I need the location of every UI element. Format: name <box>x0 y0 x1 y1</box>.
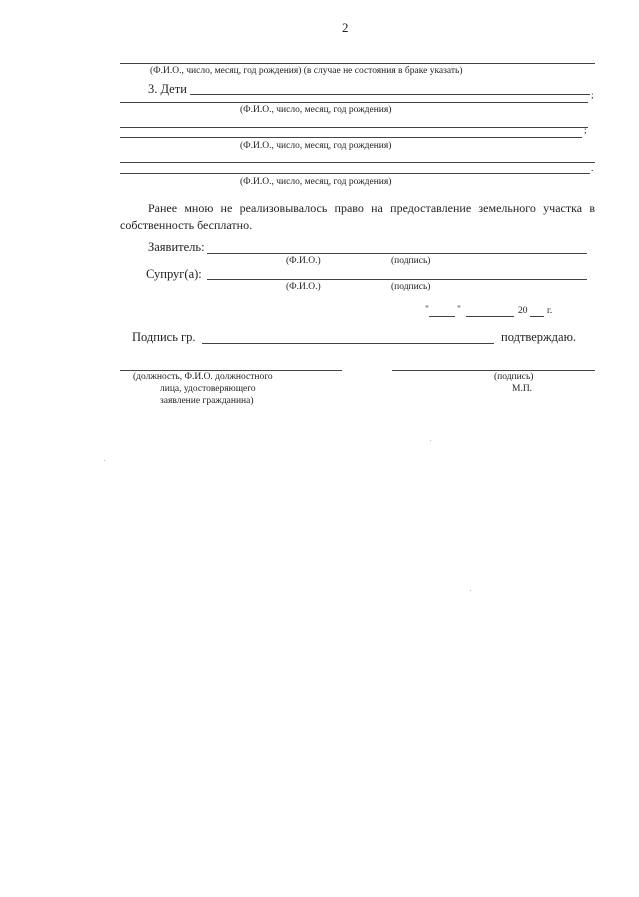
date-year-prefix: 20 <box>518 306 528 316</box>
children-caption: (Ф.И.О., число, месяц, год рождения) <box>240 141 392 151</box>
spouse-line[interactable] <box>120 63 595 64</box>
children-end-mark: . <box>591 164 594 174</box>
date-month-line[interactable] <box>466 316 514 317</box>
official-caption-line-3: заявление гражданина) <box>160 396 254 406</box>
official-signature-line[interactable] <box>392 370 595 371</box>
date-close-quote: " <box>457 305 461 315</box>
confirmation-prefix: Подпись гр. <box>132 330 196 344</box>
spouse-caption: (Ф.И.О., число, месяц, год рождения) (в случае не состояния в браке указать) <box>150 66 463 76</box>
children-line-2b[interactable] <box>120 173 590 174</box>
date-day-line[interactable] <box>429 316 455 317</box>
statement-paragraph: Ранее мною не реализовывалось право на предоставление земельного участка в собственность бесплатно. <box>120 201 595 232</box>
children-end-mark: ; <box>584 126 587 136</box>
date-year-line[interactable] <box>530 316 544 317</box>
date-year-suffix: г. <box>547 306 553 316</box>
official-stamp-caption: М.П. <box>512 384 533 394</box>
official-caption-line-2: лица, удостоверяющего <box>160 384 256 394</box>
children-label: 3. Дети <box>148 82 187 96</box>
official-caption-line-1: (должность, Ф.И.О. должностного <box>133 372 273 382</box>
children-line-1a[interactable] <box>120 127 588 128</box>
applicant-name-caption: (Ф.И.О.) <box>286 256 321 266</box>
scan-speck <box>470 590 471 591</box>
scan-speck <box>430 440 431 441</box>
applicant-signature-caption: (подпись) <box>391 256 431 266</box>
children-line-0a[interactable] <box>190 94 590 95</box>
official-name-line[interactable] <box>120 370 342 371</box>
children-line-1b[interactable] <box>120 137 582 138</box>
scan-speck <box>104 460 105 461</box>
children-line-2a[interactable] <box>120 162 595 163</box>
children-caption: (Ф.И.О., число, месяц, год рождения) <box>240 105 392 115</box>
confirmation-suffix: подтверждаю. <box>501 330 577 344</box>
spouse-label: Супруг(а): <box>146 267 202 281</box>
confirmation-name-line[interactable] <box>202 343 494 344</box>
official-signature-caption: (подпись) <box>494 372 534 382</box>
applicant-label: Заявитель: <box>148 240 205 254</box>
spouse-signature-caption: (подпись) <box>391 282 431 292</box>
children-end-mark: ; <box>591 91 594 101</box>
applicant-signature-line[interactable] <box>207 253 587 254</box>
date-open-quote: " <box>425 305 429 315</box>
spouse-signature-line[interactable] <box>207 279 587 280</box>
children-line-0b[interactable] <box>120 102 588 103</box>
page-number: 2 <box>342 20 349 35</box>
spouse-name-caption: (Ф.И.О.) <box>286 282 321 292</box>
children-caption: (Ф.И.О., число, месяц, год рождения) <box>240 177 392 187</box>
